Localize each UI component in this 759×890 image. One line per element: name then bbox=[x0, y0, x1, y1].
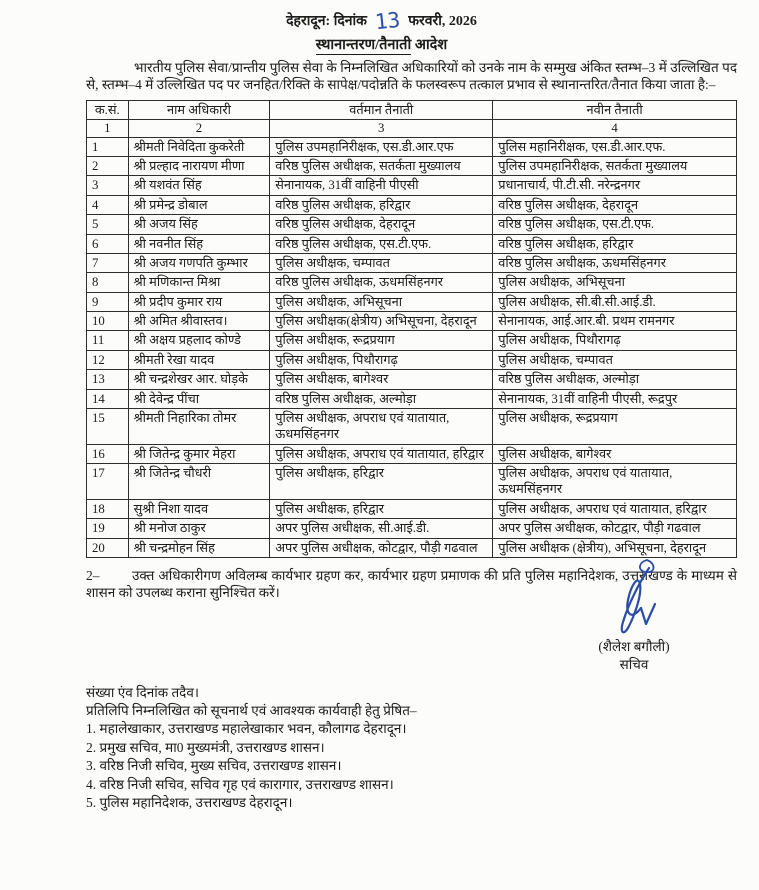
cell-officer-name: श्री जितेन्द्र चौधरी bbox=[128, 464, 270, 500]
table-row bbox=[87, 499, 737, 518]
table-row bbox=[87, 444, 737, 463]
cell-current-posting: सेनानायक, 31वीं वाहिनी पीएसी bbox=[270, 176, 493, 195]
column-number-row bbox=[87, 120, 737, 137]
recipient-item: 3. वरिष्ठ निजी सचिव, मुख्य सचिव, उत्तराखण्ड शासन। bbox=[86, 758, 342, 774]
cell-officer-name: श्री चन्द्रशेखर आर. घोड़के bbox=[128, 370, 270, 389]
table-row bbox=[87, 137, 737, 156]
cell-new-posting: पुलिस अधीक्षक, अपराध एवं यातायात, ऊधमसिंहनगर bbox=[493, 464, 737, 500]
recipients-list bbox=[86, 720, 737, 812]
table-row bbox=[87, 157, 737, 176]
column-number-3: 3 bbox=[270, 120, 493, 137]
cell-officer-name: श्री अजय गणपति कुम्भार bbox=[128, 253, 270, 272]
cell-new-posting: वरिष्ठ पुलिस अधीक्षक, ऊधमसिंहनगर bbox=[493, 253, 737, 272]
table-row bbox=[87, 176, 737, 195]
table-header-row bbox=[87, 100, 737, 119]
cell-current-posting: पुलिस अधीक्षक, चम्पावत bbox=[270, 253, 493, 272]
cell-serial: 16 bbox=[87, 444, 129, 463]
page-title bbox=[86, 36, 677, 55]
signatory-designation: सचिव bbox=[619, 657, 649, 673]
recipient-item: 1. महालेखाकार, उत्तराखण्ड महालेखाकार भवन, कौलागढ देहरादून। bbox=[86, 721, 407, 737]
cell-new-posting: पुलिस अधीक्षक, पिथौरागढ़ bbox=[493, 331, 737, 350]
cell-officer-name: श्री यशवंत सिंह bbox=[128, 176, 270, 195]
cell-serial: 7 bbox=[87, 253, 129, 272]
cell-serial: 8 bbox=[87, 273, 129, 292]
cell-officer-name: श्री देवेन्द्र पींचा bbox=[128, 389, 270, 408]
column-header-current-posting: वर्तमान तैनाती bbox=[270, 100, 493, 119]
table-row bbox=[87, 253, 737, 272]
cell-serial: 17 bbox=[87, 464, 129, 500]
cell-current-posting: वरिष्ठ पुलिस अधीक्षक, ऊधमसिंहनगर bbox=[270, 273, 493, 292]
cell-current-posting: पुलिस अधीक्षक, अभिसूचना bbox=[270, 292, 493, 311]
cell-new-posting: वरिष्ठ पुलिस अधीक्षक, एस.टी.एफ. bbox=[493, 215, 737, 234]
cell-current-posting: पुलिस अधीक्षक, पिथौरागढ़ bbox=[270, 350, 493, 369]
column-number-1: 1 bbox=[87, 120, 129, 137]
cell-officer-name: श्री प्रदीप कुमार राय bbox=[128, 292, 270, 311]
column-number-4: 4 bbox=[493, 120, 737, 137]
cell-serial: 4 bbox=[87, 195, 129, 214]
table-row bbox=[87, 292, 737, 311]
cell-new-posting: सेनानायक, आई.आर.बी. प्रथम रामनगर bbox=[493, 312, 737, 331]
table-row bbox=[87, 519, 737, 538]
cell-new-posting: अपर पुलिस अधीक्षक, कोटद्वार, पौड़ी गढवाल bbox=[493, 519, 737, 538]
cell-officer-name: श्री अजय सिंह bbox=[128, 215, 270, 234]
cell-current-posting: वरिष्ठ पुलिस अधीक्षक, एस.टी.एफ. bbox=[270, 234, 493, 253]
cell-current-posting: अपर पुलिस अधीक्षक, सी.आई.डी. bbox=[270, 519, 493, 538]
cell-current-posting: पुलिस अधीक्षक, अपराध एवं यातायात, ऊधमसिंहनगर bbox=[270, 408, 493, 444]
transfer-order-table bbox=[86, 100, 737, 558]
cell-serial: 2 bbox=[87, 157, 129, 176]
cell-officer-name: श्री चन्द्रमोहन सिंह bbox=[128, 538, 270, 557]
cell-officer-name: श्री अक्षय प्रहलाद कोण्डे bbox=[128, 331, 270, 350]
cell-new-posting: पुलिस अधीक्षक, बागेश्वर bbox=[493, 444, 737, 463]
table-row bbox=[87, 215, 737, 234]
table-row bbox=[87, 312, 737, 331]
cell-new-posting: पुलिस महानिरीक्षक, एस.डी.आर.एफ. bbox=[493, 137, 737, 156]
paragraph-number: 2– bbox=[86, 567, 100, 583]
cell-officer-name: श्रीमती निहारिका तोमर bbox=[128, 408, 270, 444]
cell-serial: 6 bbox=[87, 234, 129, 253]
cell-current-posting: पुलिस अधीक्षक, हरिद्वार bbox=[270, 464, 493, 500]
cell-serial: 12 bbox=[87, 350, 129, 369]
column-header-serial: क.सं. bbox=[87, 100, 129, 119]
cell-officer-name: सुश्री निशा यादव bbox=[128, 499, 270, 518]
table-row bbox=[87, 464, 737, 500]
cell-serial: 9 bbox=[87, 292, 129, 311]
recipient-item: 2. प्रमुख सचिव, मा0 मुख्यमंत्री, उत्तराखण्ड शासन। bbox=[86, 739, 325, 755]
cell-new-posting: पुलिस अधीक्षक, सी.बी.सी.आई.डी. bbox=[493, 292, 737, 311]
table-row bbox=[87, 331, 737, 350]
cell-current-posting: वरिष्ठ पुलिस अधीक्षक, अल्मोड़ा bbox=[270, 389, 493, 408]
recipient-item: 4. वरिष्ठ निजी सचिव, सचिव गृह एवं कारागार, उत्तराखण्ड शासन। bbox=[86, 776, 394, 792]
cell-officer-name: श्री मणिकान्त मिश्रा bbox=[128, 273, 270, 292]
cell-officer-name: श्री प्रमेन्द्र डोबाल bbox=[128, 195, 270, 214]
cell-current-posting: पुलिस अधीक्षक, रूद्रप्रयाग bbox=[270, 331, 493, 350]
cell-new-posting: पुलिस अधीक्षक (क्षेत्रीय), अभिसूचना, देहरादून bbox=[493, 538, 737, 557]
cell-serial: 18 bbox=[87, 499, 129, 518]
cell-new-posting: वरिष्ठ पुलिस अधीक्षक, देहरादून bbox=[493, 195, 737, 214]
date-suffix: फरवरी, 2026 bbox=[408, 14, 477, 29]
signatory-name: (शैलेश बगौली) bbox=[598, 639, 670, 655]
column-number-2: 2 bbox=[128, 120, 270, 137]
table-row bbox=[87, 538, 737, 557]
cell-current-posting: पुलिस अधीक्षक, हरिद्वार bbox=[270, 499, 493, 518]
intro-paragraph: भारतीय पुलिस सेवा/प्रान्तीय पुलिस सेवा के निम्नलिखित अधिकारियों को उनके नाम के सम्मुख अंकित स्तम्भ–3 में उल्लिखित पद से, स्तम्भ–4 में उल्लिखित पद पर जनहित/रिक्ति के सापेक्ष/पदोन्नति के फलस्वरूप तत्काल प्रभाव से स्थानान्तरित/तैनात किया जाता है:– bbox=[86, 59, 737, 93]
cell-current-posting: पुलिस अधीक्षक, अपराध एवं यातायात, हरिद्वार bbox=[270, 444, 493, 463]
cell-current-posting: पुलिस उपमहानिरीक्षक, एस.डी.आर.एफ bbox=[270, 137, 493, 156]
cell-serial: 3 bbox=[87, 176, 129, 195]
cell-new-posting: सेनानायक, 31वीं वाहिनी पीएसी, रूद्रपुर bbox=[493, 389, 737, 408]
cell-current-posting: पुलिस अधीक्षक(क्षेत्रीय) अभिसूचना, देहरादून bbox=[270, 312, 493, 331]
table-row bbox=[87, 370, 737, 389]
footer-section bbox=[86, 684, 737, 812]
cell-new-posting: पुलिस अधीक्षक, अभिसूचना bbox=[493, 273, 737, 292]
cell-new-posting: वरिष्ठ पुलिस अधीक्षक, अल्मोड़ा bbox=[493, 370, 737, 389]
cell-serial: 19 bbox=[87, 519, 129, 538]
cell-new-posting: पुलिस अधीक्षक, चम्पावत bbox=[493, 350, 737, 369]
table-row bbox=[87, 234, 737, 253]
cell-serial: 5 bbox=[87, 215, 129, 234]
copy-forward-line: प्रतिलिपि निम्नलिखित को सूचनार्थ एवं आवश्यक कार्यवाही हेतु प्रेषित– bbox=[86, 702, 417, 718]
cell-current-posting: वरिष्ठ पुलिस अधीक्षक, हरिद्वार bbox=[270, 195, 493, 214]
table-row bbox=[87, 273, 737, 292]
number-date-line: संख्या एंव दिनांक तदैव। bbox=[86, 685, 199, 701]
cell-serial: 15 bbox=[87, 408, 129, 444]
cell-serial: 10 bbox=[87, 312, 129, 331]
cell-serial: 14 bbox=[87, 389, 129, 408]
cell-officer-name: श्री मनोज ठाकुर bbox=[128, 519, 270, 538]
cell-officer-name: श्री जितेन्द्र कुमार मेहरा bbox=[128, 444, 270, 463]
table-row bbox=[87, 350, 737, 369]
place-date-prefix: देहरादून: दिनांक bbox=[286, 14, 367, 29]
table-row bbox=[87, 408, 737, 444]
column-header-officer-name: नाम अधिकारी bbox=[128, 100, 270, 119]
cell-new-posting: पुलिस अधीक्षक, अपराध एवं यातायात, हरिद्वार bbox=[493, 499, 737, 518]
table-body bbox=[87, 137, 737, 557]
cell-officer-name: श्रीमती रेखा यादव bbox=[128, 350, 270, 369]
recipient-item: 5. पुलिस महानिदेशक, उत्तराखण्ड देहरादून। bbox=[86, 795, 293, 811]
cell-officer-name: श्रीमती निवेदिता कुकरेती bbox=[128, 137, 270, 156]
handwritten-date: 13 bbox=[373, 7, 402, 35]
cell-new-posting: पुलिस अधीक्षक, रूद्रप्रयाग bbox=[493, 408, 737, 444]
paragraph-text: उक्त अधिकारीगण अविलम्ब कार्यभार ग्रहण कर, कार्यभार ग्रहण प्रमाणक की प्रति पुलिस महानिदेशक, उत्तराखण्ड के माध्यम से शासन को उपलब्ध कराना सुनिश्चित करें। bbox=[86, 567, 737, 601]
date-line bbox=[86, 8, 677, 34]
cell-officer-name: श्री अमित श्रीवास्तव। bbox=[128, 312, 270, 331]
cell-new-posting: वरिष्ठ पुलिस अधीक्षक, हरिद्वार bbox=[493, 234, 737, 253]
cell-new-posting: प्रधानाचार्य, पी.टी.सी. नरेन्द्रनगर bbox=[493, 176, 737, 195]
page-title-underlined: स्थानान्तरण/तैनाती bbox=[315, 37, 412, 53]
order-paragraph bbox=[86, 567, 737, 602]
cell-officer-name: श्री नवनीत सिंह bbox=[128, 234, 270, 253]
cell-current-posting: अपर पुलिस अधीक्षक, कोटद्वार, पौड़ी गढवाल bbox=[270, 538, 493, 557]
cell-officer-name: श्री प्रल्हाद नारायण मीणा bbox=[128, 157, 270, 176]
cell-serial: 20 bbox=[87, 538, 129, 557]
cell-serial: 1 bbox=[87, 137, 129, 156]
cell-current-posting: वरिष्ठ पुलिस अधीक्षक, देहरादून bbox=[270, 215, 493, 234]
page-title-rest: आदेश bbox=[411, 37, 448, 53]
cell-new-posting: पुलिस उपमहानिरीक्षक, सतर्कता मुख्यालय bbox=[493, 157, 737, 176]
table-row bbox=[87, 389, 737, 408]
signature-block bbox=[559, 604, 709, 680]
table-row bbox=[87, 195, 737, 214]
cell-current-posting: वरिष्ठ पुलिस अधीक्षक, सतर्कता मुख्यालय bbox=[270, 157, 493, 176]
cell-serial: 13 bbox=[87, 370, 129, 389]
column-header-new-posting: नवीन तैनाती bbox=[493, 100, 737, 119]
cell-serial: 11 bbox=[87, 331, 129, 350]
cell-current-posting: पुलिस अधीक्षक, बागेश्वर bbox=[270, 370, 493, 389]
